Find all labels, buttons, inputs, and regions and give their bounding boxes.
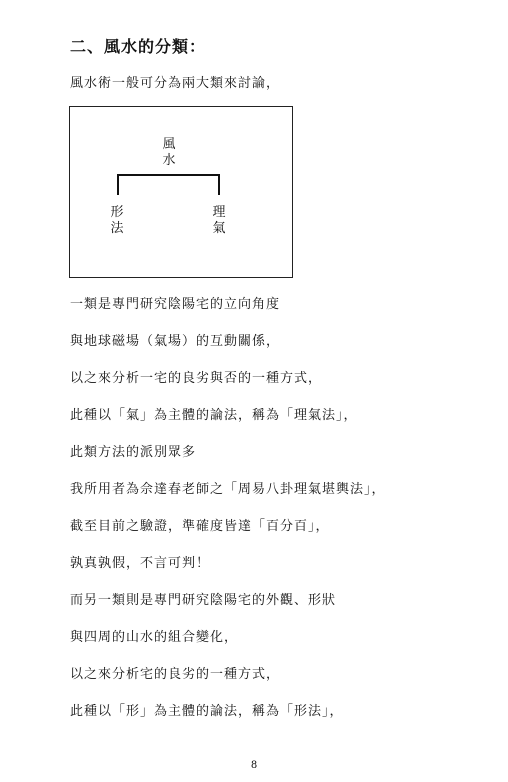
body-line: 與四周的山水的組合變化， [70, 630, 239, 645]
diagram-left-branch-label: 形法 [110, 205, 124, 236]
classification-diagram [69, 106, 293, 278]
section-heading: 二、風水的分類： [70, 37, 207, 56]
diagram-left-connector [117, 174, 119, 195]
diagram-root-label: 風水 [162, 137, 176, 168]
body-line: 此種以「形」為主體的論法，稱為「形法」， [70, 704, 344, 719]
intro-text: 風水術一般可分為兩大類來討論， [70, 76, 281, 91]
body-line: 與地球磁場（氣場）的互動關係， [70, 334, 281, 349]
body-line: 以之來分析宅的良劣的一種方式， [70, 667, 281, 682]
body-line: 截至目前之驗證，準確度皆達「百分百」， [70, 519, 330, 534]
page-number: 8 [250, 760, 258, 771]
body-line: 孰真孰假，不言可判！ [70, 556, 211, 571]
diagram-horizontal-connector [117, 174, 220, 176]
body-line: 此種以「氣」為主體的論法，稱為「理氣法」， [70, 408, 358, 423]
body-line: 一類是專門研究陰陽宅的立向角度 [70, 297, 281, 312]
body-line: 以之來分析一宅的良劣與否的一種方式， [70, 371, 323, 386]
body-line: 而另一類則是專門研究陰陽宅的外觀、形狀 [70, 593, 337, 608]
body-line: 我所用者為佘達春老師之「周易八卦理氣堪輿法」， [70, 482, 386, 497]
body-text [70, 296, 386, 740]
diagram-right-connector [218, 174, 220, 195]
diagram-right-branch-label: 理氣 [212, 205, 226, 236]
body-line: 此類方法的派別眾多 [70, 445, 197, 460]
